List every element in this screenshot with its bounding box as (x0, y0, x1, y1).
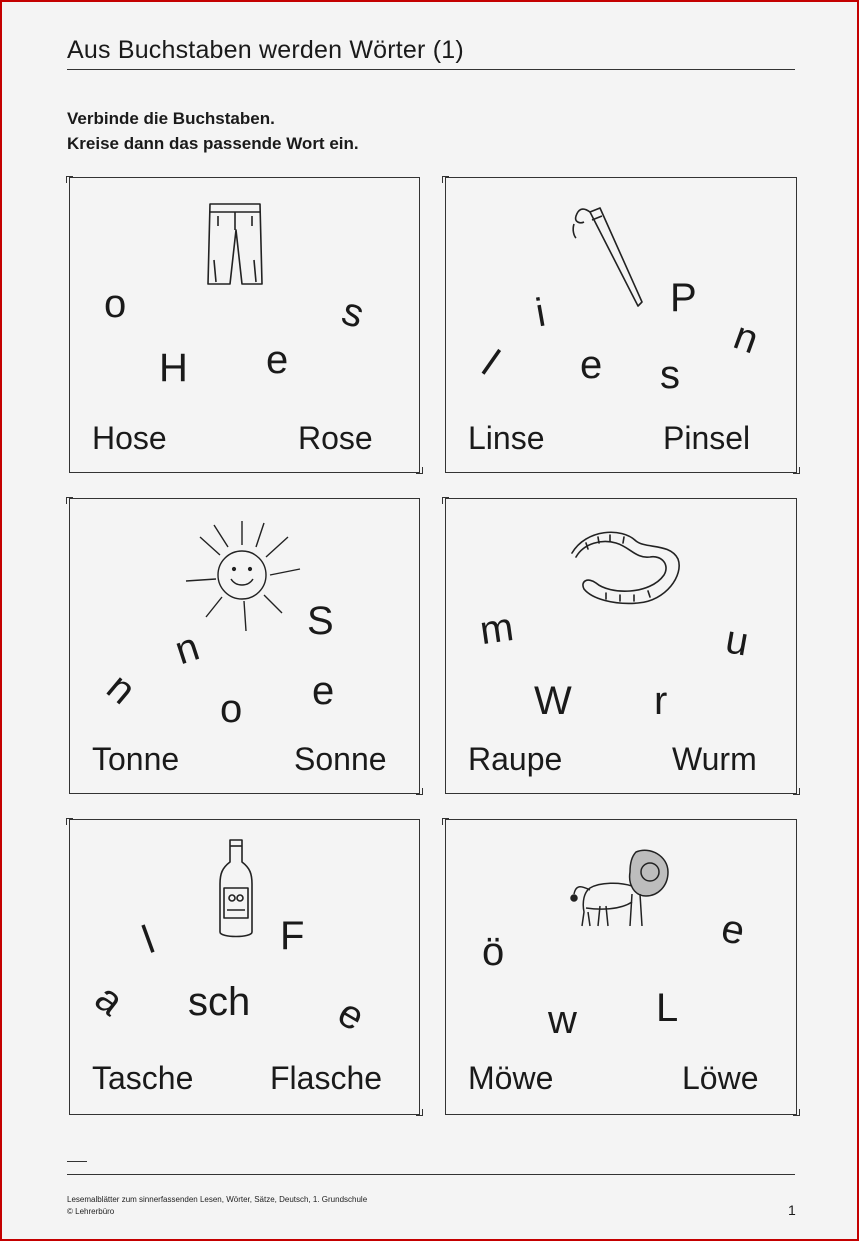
letter-tile: u (722, 617, 752, 665)
word-option-left[interactable]: Tonne (92, 741, 180, 777)
footer-divider (67, 1174, 795, 1175)
exercise-card-flasche (69, 819, 420, 1115)
lion-icon (570, 846, 674, 930)
trousers-icon (204, 200, 266, 286)
letter-tile: ö (482, 930, 505, 974)
footnote-marker-rule (67, 1161, 87, 1162)
letter-tile: F (280, 914, 305, 958)
page-number: 1 (788, 1202, 796, 1218)
letter-tile: l (136, 917, 161, 963)
exercise-card-wurm (445, 498, 797, 794)
word-option-right[interactable]: Wurm (672, 741, 757, 777)
letter-tile: P (670, 276, 697, 320)
letter-tile: L (656, 986, 679, 1030)
letter-tile: i (532, 290, 549, 336)
word-option-right[interactable]: Löwe (682, 1060, 759, 1096)
page-title: Aus Buchstaben werden Wörter (1) (67, 36, 464, 64)
letter-tile: r (654, 679, 668, 723)
letter-tile: W (534, 679, 572, 723)
letter-tile: e (580, 343, 603, 387)
letter-tile: o (220, 687, 243, 731)
word-option-right[interactable]: Sonne (294, 741, 387, 777)
instruction-line-1: Verbinde die Buchstaben. (67, 109, 275, 128)
word-option-right[interactable]: Rose (298, 420, 373, 456)
letter-tile: n (98, 664, 144, 714)
word-option-left[interactable]: Linse (468, 420, 545, 456)
letter-tile: H (159, 346, 188, 390)
letter-tile: s (660, 353, 680, 397)
word-option-left[interactable]: Möwe (468, 1060, 554, 1096)
title-divider (67, 69, 795, 70)
letter-tile: e (312, 669, 335, 713)
letter-tile: S (307, 599, 334, 643)
letter-tile: sch (188, 980, 251, 1024)
word-option-right[interactable]: Flasche (270, 1060, 383, 1096)
letter-tile: o (104, 282, 127, 326)
letter-tile: l (474, 342, 507, 384)
letter-tile: e (330, 990, 372, 1040)
paintbrush-icon (568, 202, 654, 312)
word-option-right[interactable]: Pinsel (663, 420, 751, 456)
letter-tile: m (477, 604, 517, 654)
letter-tile: e (717, 906, 749, 954)
exercise-card-sonne (69, 498, 420, 794)
footer-copyright: © Lehrerbüro (67, 1207, 115, 1216)
word-option-left[interactable]: Raupe (468, 741, 563, 777)
footer-source: Lesemalblätter zum sinnerfassenden Lesen, Wörter, Sätze, Deutsch, 1. Grundschule (67, 1195, 368, 1204)
letter-tile: n (169, 624, 205, 674)
letter-tile: e (266, 338, 289, 382)
worm-icon (566, 523, 686, 613)
letter-tile: a (86, 975, 132, 1025)
word-option-left[interactable]: Tasche (92, 1060, 194, 1096)
letter-tile: n (728, 313, 765, 363)
exercise-card-pinsel (445, 177, 797, 473)
instruction-line-2: Kreise dann das passende Wort ein. (67, 134, 359, 153)
exercise-card-hose (69, 177, 420, 473)
letter-tile: s (336, 288, 370, 338)
exercise-card-loewe (445, 819, 797, 1115)
word-option-left[interactable]: Hose (92, 420, 167, 456)
letter-tile: w (548, 998, 577, 1042)
bottle-icon (216, 838, 256, 940)
sun-icon (184, 519, 304, 634)
